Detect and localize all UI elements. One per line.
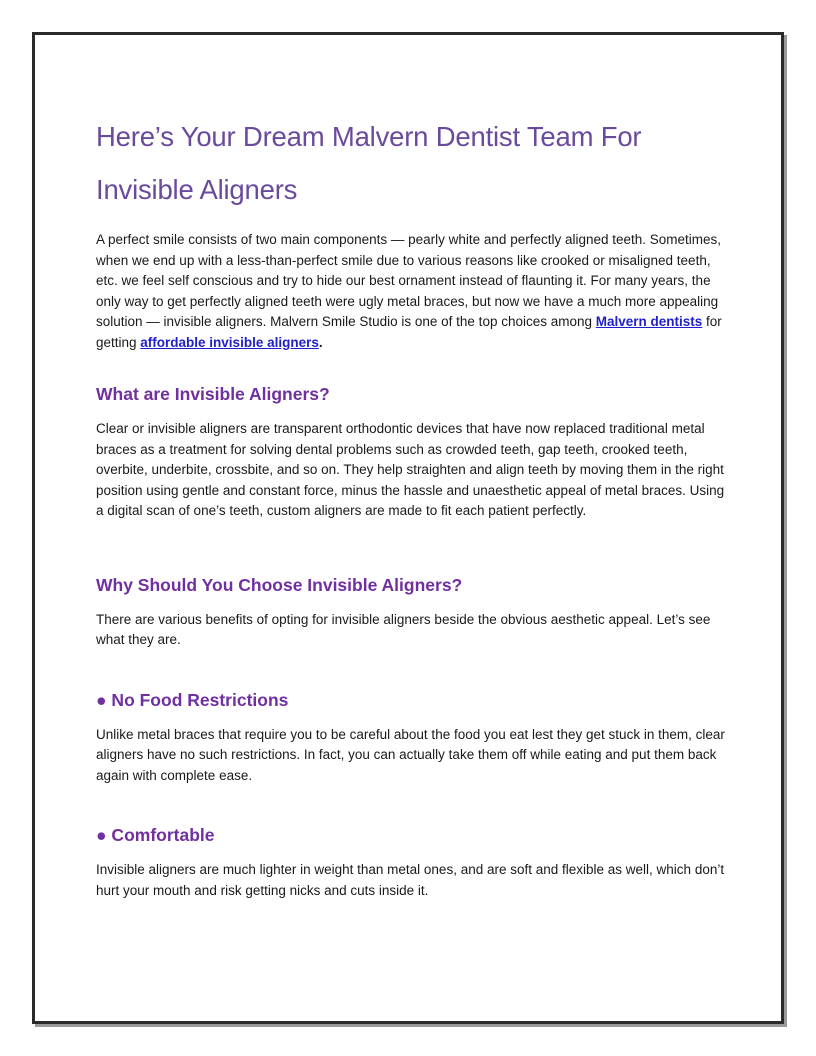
section-body-no-food-restrictions: Unlike metal braces that require you to be careful about the food you eat lest they get stuck in them, clear aligners have no such restrictions. In fact, you can actually take them off while eating and put them back again with complete ease.: [96, 726, 725, 783]
document-body: [96, 110, 726, 901]
section-body-comfortable: Invisible aligners are much lighter in weight than metal ones, and are soft and flexible as well, which don’t hurt your mouth and risk getting nicks and cuts inside it.: [96, 862, 725, 898]
section-heading-what-are-aligners: What are Invisible Aligners?: [96, 384, 330, 404]
intro-text-end: .: [318, 334, 323, 350]
section-heading-no-food-restrictions: ● No Food Restrictions: [96, 689, 289, 710]
intro-text-between: for getting: [96, 314, 722, 350]
affordable-invisible-aligners-link[interactable]: affordable invisible aligners: [140, 334, 319, 350]
malvern-dentists-link[interactable]: Malvern dentists: [595, 314, 703, 329]
section-heading-comfortable: ● Comfortable: [96, 825, 215, 845]
page-title: Here’s Your Dream Malvern Dentist Team For Invisible Aligners: [96, 121, 642, 205]
section-body-why-choose: There are various benefits of opting for invisible aligners beside the obvious aesthetic appeal. Let’s see what they are.: [96, 611, 711, 647]
intro-paragraph: [96, 230, 726, 353]
section-body-what-are-aligners: Clear or invisible aligners are transparent orthodontic devices that have now replaced traditional metal braces as a treatment for solving dental problems such as crowded teeth, gap teeth, crooked teeth, overbite, underbite, crossbite, and so on. They help straighten and align teeth by moving them in the right position using gentle and constant force, minus the hassle and unaesthetic appeal of metal braces. Using a digital scan of one’s teeth, custom aligners are made to fit each patient perfectly.: [96, 421, 725, 518]
section-heading-why-choose: Why Should You Choose Invisible Aligners?: [96, 574, 463, 595]
intro-text: A perfect smile consists of two main components — pearly white and perfectly aligned teeth. Sometimes, when we end up with a less-than-perfect smile due to various reasons like crooked or misaligned teeth, etc. we feel self conscious and try to hide our best ornament instead of flaunting it. For many years, the only way to get perfectly aligned teeth were ugly metal braces, but now we have a much more appealing solution — invisible aligners. Malvern Smile Studio is one of the top choices among: [96, 232, 722, 329]
